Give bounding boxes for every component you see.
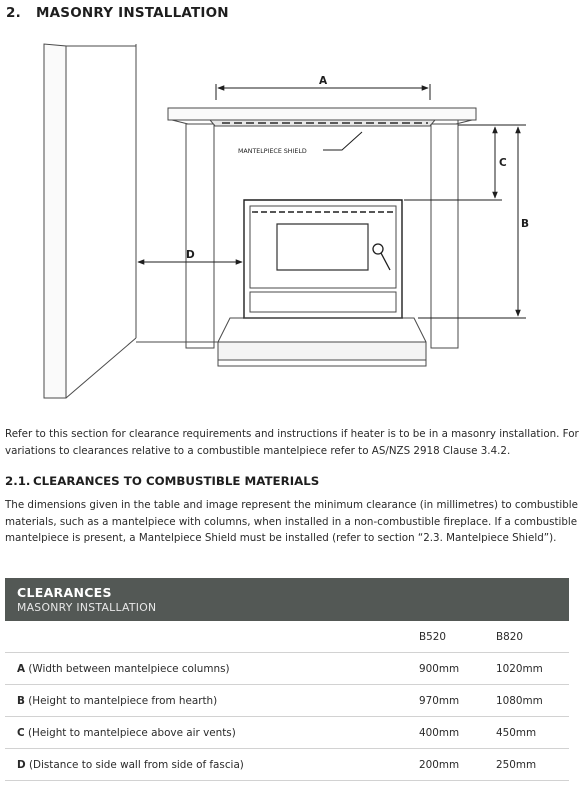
label-a: A <box>319 75 328 87</box>
subsection-number: 2.1. <box>5 474 31 488</box>
masonry-installation-diagram <box>0 40 586 410</box>
row-desc-text: (Width between mantelpiece columns) <box>28 663 230 675</box>
label-mantelpiece-shield: MANTELPIECE SHIELD <box>238 148 307 155</box>
row-b820-value: 1080mm <box>496 695 543 707</box>
subsection-heading <box>5 474 319 488</box>
side-wall <box>44 44 218 398</box>
label-d: D <box>186 249 195 261</box>
table-column-header-row <box>5 621 569 653</box>
intro-paragraph: Refer to this section for clearance requirements and instructions if heater is to be in a masonry installation. For variations to clearances relative to a combustible mantelpiece refer to AS/NZS 2918 Clause 3.4.2. <box>5 428 579 457</box>
column-header-b520: B520 <box>419 631 446 643</box>
row-b820-value: 250mm <box>496 759 537 771</box>
row-b520-value: 400mm <box>419 727 460 739</box>
clearances-paragraph: The dimensions given in the table and image represent the minimum clearance (in millimetres) to combustible materials, such as a mantelpiece with columns, when installed in a non-combustible fireplace. If a combustible mantelpiece is present, a Mantelpiece Shield must be installed (refer to section “2.3. Mantelpiece Shield”). <box>5 499 578 544</box>
row-description <box>17 727 236 739</box>
row-key: B <box>17 695 25 707</box>
row-desc-text: (Height to mantelpiece from hearth) <box>28 695 218 707</box>
section-title: MASONRY INSTALLATION <box>36 5 229 21</box>
table-row <box>5 717 569 749</box>
row-description <box>17 759 244 771</box>
table-row <box>5 685 569 717</box>
label-b: B <box>521 218 530 230</box>
clearances-table <box>5 621 569 781</box>
label-c: C <box>499 157 507 169</box>
row-desc-text: (Height to mantelpiece above air vents) <box>27 727 236 739</box>
hearth <box>218 318 426 366</box>
section-heading <box>6 5 229 21</box>
table-title: CLEARANCES <box>17 585 112 600</box>
row-desc-text: (Distance to side wall from side of fascia) <box>28 759 244 771</box>
row-key: C <box>17 727 25 739</box>
dimension-b-c <box>404 125 526 318</box>
table-row <box>5 653 569 685</box>
row-description <box>17 663 230 675</box>
column-header-b820: B820 <box>496 631 523 643</box>
mantel-columns <box>186 124 458 348</box>
row-key: A <box>17 663 26 675</box>
shield-leader-line <box>323 132 362 150</box>
row-b520-value: 200mm <box>419 759 460 771</box>
row-b520-value: 970mm <box>419 695 460 707</box>
table-subtitle: MASONRY INSTALLATION <box>17 601 157 614</box>
heater <box>244 200 402 318</box>
row-b820-value: 1020mm <box>496 663 543 675</box>
table-row <box>5 749 569 781</box>
row-b820-value: 450mm <box>496 727 537 739</box>
section-number: 2. <box>6 5 21 21</box>
row-description <box>17 695 217 707</box>
row-b520-value: 900mm <box>419 663 460 675</box>
subsection-title: CLEARANCES TO COMBUSTIBLE MATERIALS <box>33 474 320 488</box>
clearances-table-header <box>5 578 569 621</box>
row-key: D <box>17 759 26 771</box>
mantelpiece-shield <box>210 120 435 126</box>
